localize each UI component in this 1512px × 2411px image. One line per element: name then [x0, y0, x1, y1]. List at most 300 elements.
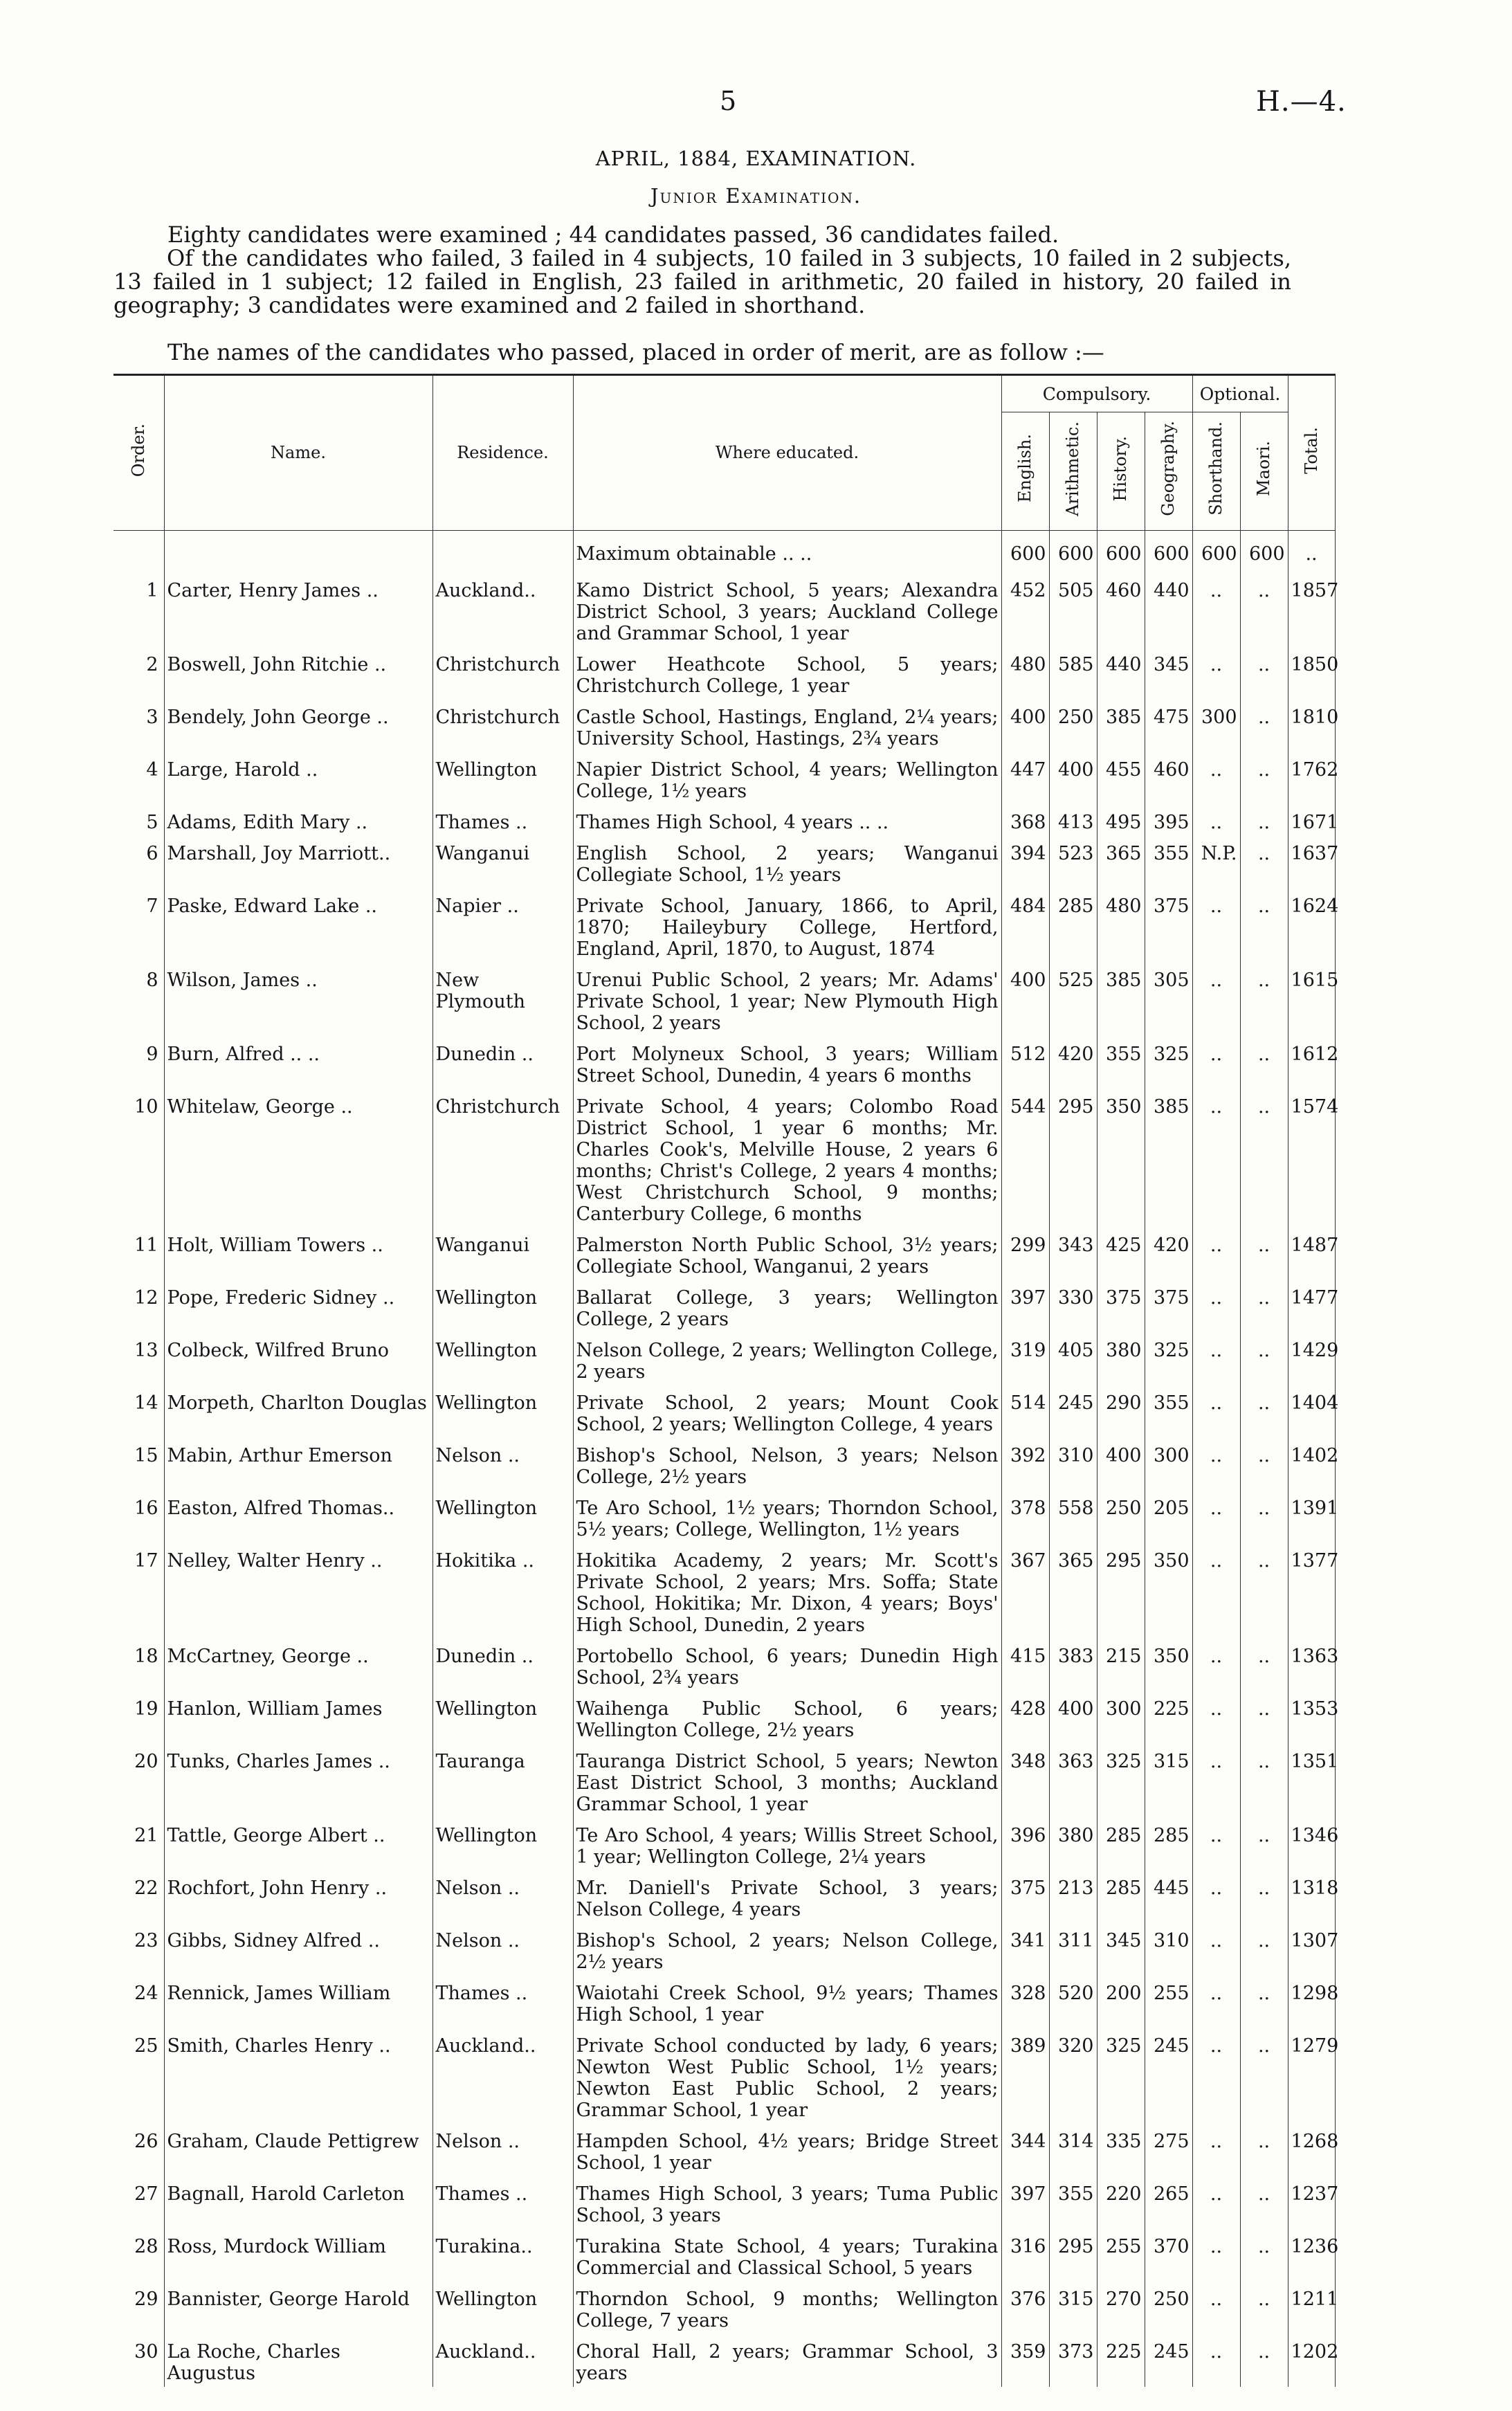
maori-score: .. [1240, 700, 1288, 752]
where-educated-cell: Mr. Daniell's Private School, 3 years; Nelson College, 4 years [573, 1871, 1001, 1923]
total-score: 1487 [1288, 1228, 1335, 1280]
name-cell: McCartney, George .. [164, 1639, 432, 1691]
arithmetic-score: 245 [1049, 1385, 1097, 1438]
arithmetic-score: 525 [1049, 963, 1097, 1037]
where-educated-cell: Private School conducted by lady, 6 years; Newton West Public School, 1½ years; Newton East Public School, 2 years; Grammar School, 1 year [573, 2028, 1001, 2124]
table-row [113, 1691, 1335, 1744]
geography-score: 310 [1145, 1923, 1192, 1976]
geography-score: 205 [1145, 1491, 1192, 1543]
history-score: 455 [1097, 752, 1145, 805]
name-cell: Graham, Claude Pettigrew [164, 2124, 432, 2176]
shorthand-score: .. [1192, 1438, 1240, 1491]
english-score: 316 [1001, 2229, 1049, 2282]
shorthand-score: .. [1192, 1923, 1240, 1976]
shorthand-score: .. [1192, 647, 1240, 700]
maori-score: .. [1240, 1089, 1288, 1228]
total-score: 1637 [1288, 836, 1335, 889]
residence-cell: Wellington [432, 1333, 573, 1385]
shorthand-score: .. [1192, 805, 1240, 836]
arithmetic-score: 558 [1049, 1491, 1097, 1543]
arithmetic-score: 355 [1049, 2176, 1097, 2229]
where-educated-cell: Private School, 4 years; Colombo Road District School, 1 year 6 months; Mr. Charles Cook's, Melville House, 2 years 6 months; Christ's College, 2 years 4 months; West Christchurch School, 9 months; Canterbury College, 6 months [573, 1089, 1001, 1228]
geography-score: 370 [1145, 2229, 1192, 2282]
order-cell: 27 [113, 2176, 164, 2229]
total-score: 1318 [1288, 1871, 1335, 1923]
geography-score: 275 [1145, 2124, 1192, 2176]
name-cell: Hanlon, William James [164, 1691, 432, 1744]
maori-header: Maori. [1240, 412, 1288, 531]
document-reference: H.—4. [1256, 86, 1347, 118]
english-score: 396 [1001, 1818, 1049, 1871]
where-educated-cell: English School, 2 years; Wanganui Collegiate School, 1½ years [573, 836, 1001, 889]
history-score: 385 [1097, 963, 1145, 1037]
where-educated-cell: Port Molyneux School, 3 years; William Street School, Dunedin, 4 years 6 months [573, 1037, 1001, 1089]
english-score: 452 [1001, 573, 1049, 647]
english-score: 359 [1001, 2334, 1049, 2387]
maximum-label: Maximum obtainable .. .. [573, 531, 1001, 574]
order-header: Order. [113, 375, 164, 531]
arithmetic-score: 420 [1049, 1037, 1097, 1089]
history-score: 250 [1097, 1491, 1145, 1543]
table-row [113, 1543, 1335, 1639]
maori-score: .. [1240, 2028, 1288, 2124]
shorthand-score: .. [1192, 2229, 1240, 2282]
history-score: 290 [1097, 1385, 1145, 1438]
total-score: 1615 [1288, 963, 1335, 1037]
name-cell: Gibbs, Sidney Alfred .. [164, 1923, 432, 1976]
total-score: 1279 [1288, 2028, 1335, 2124]
name-cell: Nelley, Walter Henry .. [164, 1543, 432, 1639]
total-score: 1202 [1288, 2334, 1335, 2387]
order-cell: 28 [113, 2229, 164, 2282]
where-educated-cell: Private School, 2 years; Mount Cook School, 2 years; Wellington College, 4 years [573, 1385, 1001, 1438]
order-cell: 18 [113, 1639, 164, 1691]
table-row [113, 1871, 1335, 1923]
table-row [113, 1639, 1335, 1691]
table-row [113, 752, 1335, 805]
where-educated-cell: Bishop's School, 2 years; Nelson College, 2½ years [573, 1923, 1001, 1976]
history-score: 345 [1097, 1923, 1145, 1976]
english-score: 368 [1001, 805, 1049, 836]
where-educated-cell: Bishop's School, Nelson, 3 years; Nelson College, 2½ years [573, 1438, 1001, 1491]
where-educated-cell: Portobello School, 6 years; Dunedin High School, 2¾ years [573, 1639, 1001, 1691]
english-score: 328 [1001, 1976, 1049, 2028]
name-cell: Easton, Alfred Thomas.. [164, 1491, 432, 1543]
total-score: 1810 [1288, 700, 1335, 752]
table-row [113, 2028, 1335, 2124]
order-cell: 11 [113, 1228, 164, 1280]
english-score: 319 [1001, 1333, 1049, 1385]
history-score: 380 [1097, 1333, 1145, 1385]
shorthand-score: .. [1192, 2176, 1240, 2229]
total-score: 1402 [1288, 1438, 1335, 1491]
exam-subtitle: Junior Examination. [650, 184, 862, 208]
order-cell: 21 [113, 1818, 164, 1871]
arithmetic-score: 295 [1049, 1089, 1097, 1228]
history-score: 270 [1097, 2282, 1145, 2334]
arithmetic-score: 295 [1049, 2229, 1097, 2282]
name-cell: Morpeth, Charlton Douglas [164, 1385, 432, 1438]
order-cell: 29 [113, 2282, 164, 2334]
maori-score: .. [1240, 1333, 1288, 1385]
residence-cell: New Plymouth [432, 963, 573, 1037]
geography-score: 475 [1145, 700, 1192, 752]
english-score: 348 [1001, 1744, 1049, 1818]
table-header [113, 375, 1335, 531]
where-educated-cell: Waiotahi Creek School, 9½ years; Thames High School, 1 year [573, 1976, 1001, 2028]
order-cell: 25 [113, 2028, 164, 2124]
max-total: .. [1288, 531, 1335, 574]
geography-score: 285 [1145, 1818, 1192, 1871]
residence-header: Residence. [432, 375, 573, 531]
history-score: 460 [1097, 573, 1145, 647]
order-cell: 13 [113, 1333, 164, 1385]
table-row [113, 573, 1335, 647]
english-score: 397 [1001, 2176, 1049, 2229]
english-score: 397 [1001, 1280, 1049, 1333]
table-row [113, 889, 1335, 963]
where-educated-cell: Thames High School, 4 years .. .. [573, 805, 1001, 836]
geography-score: 385 [1145, 1089, 1192, 1228]
history-score: 375 [1097, 1280, 1145, 1333]
total-score: 1429 [1288, 1333, 1335, 1385]
maori-score: .. [1240, 963, 1288, 1037]
geography-score: 460 [1145, 752, 1192, 805]
maori-score: .. [1240, 1543, 1288, 1639]
shorthand-score: .. [1192, 2028, 1240, 2124]
maori-score: .. [1240, 573, 1288, 647]
maori-score: .. [1240, 2124, 1288, 2176]
geography-score: 355 [1145, 836, 1192, 889]
name-cell: Rochfort, John Henry .. [164, 1871, 432, 1923]
total-score: 1612 [1288, 1037, 1335, 1089]
geography-score: 245 [1145, 2028, 1192, 2124]
order-cell: 23 [113, 1923, 164, 1976]
geography-score: 375 [1145, 889, 1192, 963]
total-score: 1671 [1288, 805, 1335, 836]
geography-score: 325 [1145, 1037, 1192, 1089]
total-score: 1377 [1288, 1543, 1335, 1639]
where-educated-cell: Hokitika Academy, 2 years; Mr. Scott's Private School, 2 years; Mrs. Soffa; State School, Hokitika; Mr. Dixon, 4 years; Boys' High School, Dunedin, 2 years [573, 1543, 1001, 1639]
shorthand-score: .. [1192, 573, 1240, 647]
geography-score: 245 [1145, 2334, 1192, 2387]
maori-score: .. [1240, 889, 1288, 963]
geography-score: 395 [1145, 805, 1192, 836]
shorthand-score: .. [1192, 1228, 1240, 1280]
name-cell: Adams, Edith Mary .. [164, 805, 432, 836]
total-score: 1391 [1288, 1491, 1335, 1543]
name-cell: Boswell, John Ritchie .. [164, 647, 432, 700]
order-cell: 8 [113, 963, 164, 1037]
residence-cell: Dunedin .. [432, 1639, 573, 1691]
total-score: 1236 [1288, 2229, 1335, 2282]
arithmetic-score: 311 [1049, 1923, 1097, 1976]
total-score: 1624 [1288, 889, 1335, 963]
residence-cell: Nelson .. [432, 1923, 573, 1976]
arithmetic-score: 365 [1049, 1543, 1097, 1639]
english-score: 415 [1001, 1639, 1049, 1691]
residence-cell: Wellington [432, 1818, 573, 1871]
maori-score: .. [1240, 1976, 1288, 2028]
where-educated-cell: Private School, January, 1866, to April, 1870; Haileybury College, Hertford, England, April, 1870, to August, 1874 [573, 889, 1001, 963]
order-cell: 26 [113, 2124, 164, 2176]
english-score: 512 [1001, 1037, 1049, 1089]
name-cell: Holt, William Towers .. [164, 1228, 432, 1280]
maori-score: .. [1240, 1438, 1288, 1491]
order-cell: 19 [113, 1691, 164, 1744]
english-score: 375 [1001, 1871, 1049, 1923]
name-cell: Carter, Henry James .. [164, 573, 432, 647]
arithmetic-score: 520 [1049, 1976, 1097, 2028]
where-educated-cell: Waihenga Public School, 6 years; Wellington College, 2½ years [573, 1691, 1001, 1744]
history-score: 285 [1097, 1818, 1145, 1871]
name-cell: Burn, Alfred .. .. [164, 1037, 432, 1089]
arithmetic-score: 400 [1049, 1691, 1097, 1744]
shorthand-score: .. [1192, 1639, 1240, 1691]
order-cell: 2 [113, 647, 164, 700]
order-cell: 10 [113, 1089, 164, 1228]
history-score: 385 [1097, 700, 1145, 752]
name-cell: Paske, Edward Lake .. [164, 889, 432, 963]
history-score: 225 [1097, 2334, 1145, 2387]
max-geography: 600 [1145, 531, 1192, 574]
name-cell: Mabin, Arthur Emerson [164, 1438, 432, 1491]
residence-cell: Auckland.. [432, 573, 573, 647]
arithmetic-score: 585 [1049, 647, 1097, 700]
geography-score: 255 [1145, 1976, 1192, 2028]
maori-score: .. [1240, 1280, 1288, 1333]
maori-score: .. [1240, 1228, 1288, 1280]
history-score: 355 [1097, 1037, 1145, 1089]
maori-score: .. [1240, 2282, 1288, 2334]
english-score: 389 [1001, 2028, 1049, 2124]
english-score: 544 [1001, 1089, 1049, 1228]
residence-cell: Napier .. [432, 889, 573, 963]
shorthand-score: .. [1192, 1543, 1240, 1639]
where-educated-cell: Thames High School, 3 years; Tuma Public School, 3 years [573, 2176, 1001, 2229]
where-educated-cell: Ballarat College, 3 years; Wellington College, 2 years [573, 1280, 1001, 1333]
history-score: 220 [1097, 2176, 1145, 2229]
maori-score: .. [1240, 805, 1288, 836]
table-row [113, 1089, 1335, 1228]
maori-score: .. [1240, 1744, 1288, 1818]
history-score: 495 [1097, 805, 1145, 836]
maori-score: .. [1240, 1491, 1288, 1543]
english-score: 447 [1001, 752, 1049, 805]
residence-cell: Auckland.. [432, 2334, 573, 2387]
name-cell: Wilson, James .. [164, 963, 432, 1037]
residence-cell: Wellington [432, 752, 573, 805]
residence-cell: Nelson .. [432, 1871, 573, 1923]
order-cell: 9 [113, 1037, 164, 1089]
residence-cell: Thames .. [432, 805, 573, 836]
history-score: 365 [1097, 836, 1145, 889]
arithmetic-score: 315 [1049, 2282, 1097, 2334]
order-cell: 1 [113, 573, 164, 647]
arithmetic-score: 383 [1049, 1639, 1097, 1691]
max-shorthand: 600 [1192, 531, 1240, 574]
residence-cell: Turakina.. [432, 2229, 573, 2282]
english-score: 400 [1001, 700, 1049, 752]
table-row [113, 2229, 1335, 2282]
residence-cell: Thames .. [432, 1976, 573, 2028]
maori-score: .. [1240, 1385, 1288, 1438]
name-cell: Whitelaw, George .. [164, 1089, 432, 1228]
results-table [113, 374, 1339, 2387]
arithmetic-score: 250 [1049, 700, 1097, 752]
table-row [113, 647, 1335, 700]
history-score: 480 [1097, 889, 1145, 963]
total-score: 1346 [1288, 1818, 1335, 1871]
name-cell: Large, Harold .. [164, 752, 432, 805]
failures-paragraph: Of the candidates who failed, 3 failed in 4 subjects, 10 failed in 3 subjects, 10 failed in 2 subjects, 13 failed in 1 subject; 12 failed in English, 23 failed in arithmetic, 20 failed in history, 20 failed in geography; 3 candidates were examined and 2 failed in shorthand. [113, 245, 1291, 318]
residence-cell: Wanganui [432, 1228, 573, 1280]
maori-score: .. [1240, 1691, 1288, 1744]
table-row [113, 700, 1335, 752]
residence-cell: Nelson .. [432, 1438, 573, 1491]
history-score: 215 [1097, 1639, 1145, 1691]
total-score: 1351 [1288, 1744, 1335, 1818]
order-cell: 7 [113, 889, 164, 963]
compulsory-group-header: Compulsory. [1001, 375, 1192, 412]
where-educated-cell: Nelson College, 2 years; Wellington College, 2 years [573, 1333, 1001, 1385]
residence-cell: Wanganui [432, 836, 573, 889]
table-row [113, 1976, 1335, 2028]
english-score: 376 [1001, 2282, 1049, 2334]
maori-score: .. [1240, 647, 1288, 700]
arithmetic-score: 523 [1049, 836, 1097, 889]
residence-cell: Wellington [432, 1491, 573, 1543]
total-score: 1477 [1288, 1280, 1335, 1333]
total-score: 1211 [1288, 2282, 1335, 2334]
total-score: 1363 [1288, 1639, 1335, 1691]
order-cell: 5 [113, 805, 164, 836]
table-row [113, 2334, 1335, 2387]
total-score: 1268 [1288, 2124, 1335, 2176]
geography-score: 420 [1145, 1228, 1192, 1280]
order-cell: 15 [113, 1438, 164, 1491]
table-row [113, 1333, 1335, 1385]
order-cell: 16 [113, 1491, 164, 1543]
shorthand-score: .. [1192, 963, 1240, 1037]
table-body [113, 531, 1339, 2387]
maximum-row [113, 531, 1335, 574]
arithmetic-score: 320 [1049, 2028, 1097, 2124]
residence-cell: Wellington [432, 1280, 573, 1333]
name-cell: Smith, Charles Henry .. [164, 2028, 432, 2124]
shorthand-score: .. [1192, 1976, 1240, 2028]
order-cell: 4 [113, 752, 164, 805]
table-row [113, 1438, 1335, 1491]
geography-score: 265 [1145, 2176, 1192, 2229]
english-score: 341 [1001, 1923, 1049, 1976]
english-score: 392 [1001, 1438, 1049, 1491]
arithmetic-score: 373 [1049, 2334, 1097, 2387]
optional-group-header: Optional. [1192, 375, 1288, 412]
page-number: 5 [720, 86, 737, 116]
name-cell: Bannister, George Harold [164, 2282, 432, 2334]
history-header: History. [1097, 412, 1145, 531]
table-row [113, 1385, 1335, 1438]
total-score: 1762 [1288, 752, 1335, 805]
table-row [113, 805, 1335, 836]
history-score: 200 [1097, 1976, 1145, 2028]
geography-score: 325 [1145, 1333, 1192, 1385]
name-header: Name. [164, 375, 432, 531]
history-score: 335 [1097, 2124, 1145, 2176]
residence-cell: Wellington [432, 2282, 573, 2334]
english-score: 394 [1001, 836, 1049, 889]
shorthand-score: .. [1192, 1744, 1240, 1818]
maori-score: .. [1240, 2176, 1288, 2229]
residence-cell: Dunedin .. [432, 1037, 573, 1089]
english-score: 428 [1001, 1691, 1049, 1744]
history-score: 400 [1097, 1438, 1145, 1491]
where-educated-cell: Te Aro School, 1½ years; Thorndon School, 5½ years; College, Wellington, 1½ years [573, 1491, 1001, 1543]
shorthand-score: .. [1192, 889, 1240, 963]
geography-score: 350 [1145, 1543, 1192, 1639]
shorthand-score: .. [1192, 2124, 1240, 2176]
geography-score: 445 [1145, 1871, 1192, 1923]
table-row [113, 1228, 1335, 1280]
name-cell: La Roche, Charles Augustus [164, 2334, 432, 2387]
where-educated-cell: Thorndon School, 9 months; Wellington College, 7 years [573, 2282, 1001, 2334]
total-score: 1850 [1288, 647, 1335, 700]
where-educated-cell: Turakina State School, 4 years; Turakina Commercial and Classical School, 5 years [573, 2229, 1001, 2282]
geography-score: 345 [1145, 647, 1192, 700]
where-educated-cell: Hampden School, 4½ years; Bridge Street School, 1 year [573, 2124, 1001, 2176]
where-educated-cell: Castle School, Hastings, England, 2¼ years; University School, Hastings, 2¾ years [573, 700, 1001, 752]
history-score: 295 [1097, 1543, 1145, 1639]
residence-cell: Wellington [432, 1691, 573, 1744]
max-history: 600 [1097, 531, 1145, 574]
geography-score: 350 [1145, 1639, 1192, 1691]
name-cell: Ross, Murdock William [164, 2229, 432, 2282]
maori-score: .. [1240, 1871, 1288, 1923]
arithmetic-score: 310 [1049, 1438, 1097, 1491]
order-cell: 12 [113, 1280, 164, 1333]
name-cell: Tunks, Charles James .. [164, 1744, 432, 1818]
arithmetic-score: 505 [1049, 573, 1097, 647]
history-score: 325 [1097, 2028, 1145, 2124]
shorthand-score: .. [1192, 752, 1240, 805]
total-header: Total. [1288, 375, 1335, 531]
english-score: 484 [1001, 889, 1049, 963]
name-cell: Rennick, James William [164, 1976, 432, 2028]
shorthand-score: .. [1192, 1037, 1240, 1089]
residence-cell: Nelson .. [432, 2124, 573, 2176]
residence-cell: Wellington [432, 1385, 573, 1438]
order-cell: 20 [113, 1744, 164, 1818]
where-educated-header: Where educated. [573, 375, 1001, 531]
order-cell: 22 [113, 1871, 164, 1923]
geography-score: 225 [1145, 1691, 1192, 1744]
table-row [113, 1037, 1335, 1089]
shorthand-score: .. [1192, 1818, 1240, 1871]
arithmetic-score: 405 [1049, 1333, 1097, 1385]
arithmetic-score: 330 [1049, 1280, 1097, 1333]
shorthand-score: .. [1192, 1691, 1240, 1744]
history-score: 285 [1097, 1871, 1145, 1923]
maori-score: .. [1240, 1639, 1288, 1691]
order-cell: 17 [113, 1543, 164, 1639]
english-score: 514 [1001, 1385, 1049, 1438]
total-score: 1857 [1288, 573, 1335, 647]
english-score: 344 [1001, 2124, 1049, 2176]
shorthand-score: .. [1192, 2334, 1240, 2387]
table-row [113, 836, 1335, 889]
table-row [113, 1818, 1335, 1871]
